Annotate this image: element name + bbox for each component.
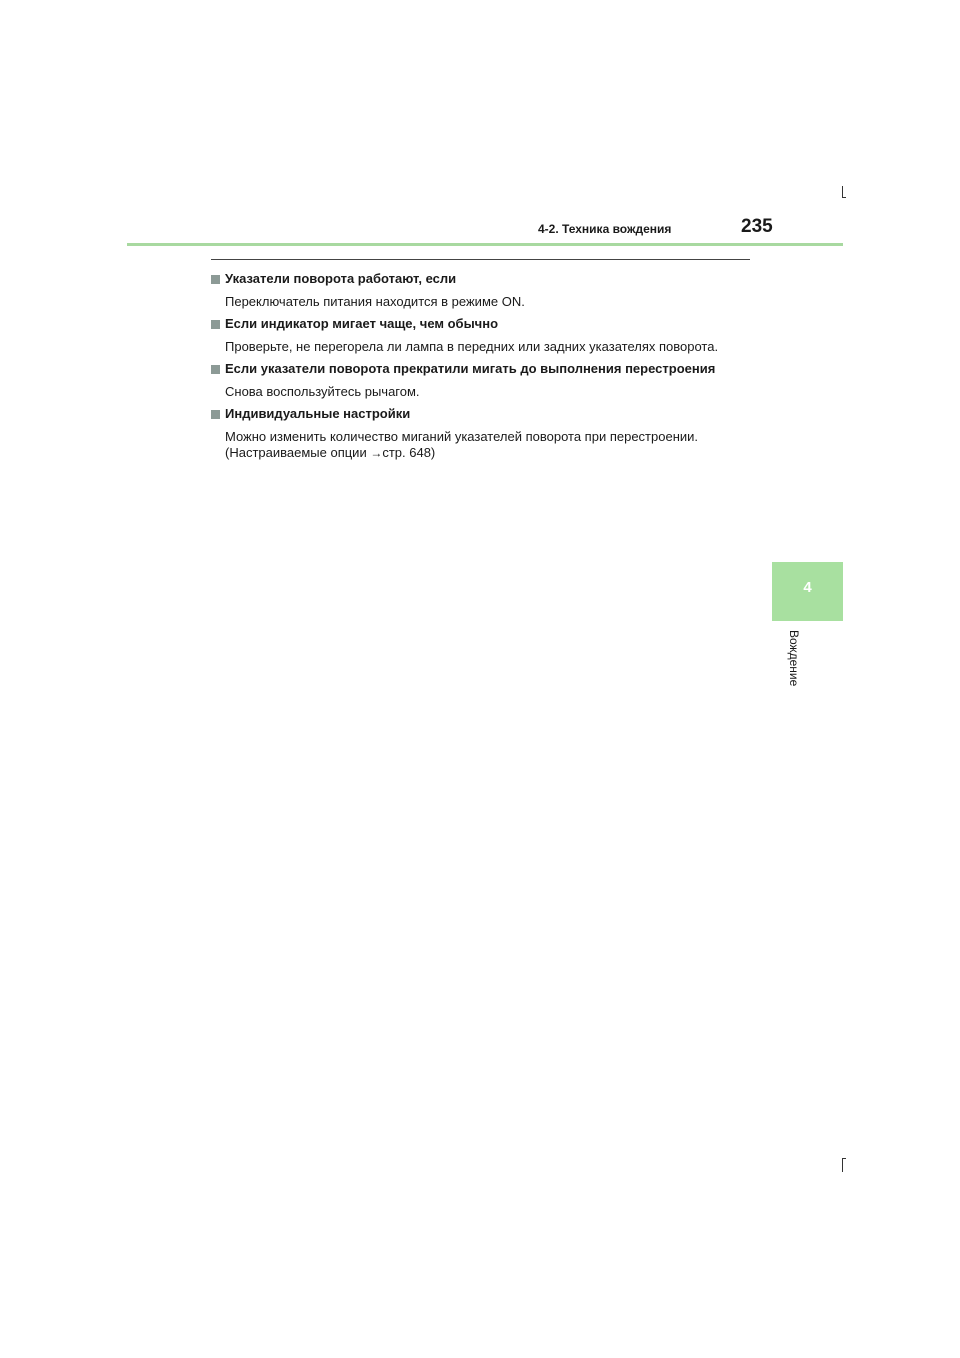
note-body-line: Снова воспользуйтесь рычагом. [225, 384, 420, 399]
content-divider [211, 259, 750, 260]
notes-list [211, 270, 771, 466]
note-heading-text: Индивидуальные настройки [225, 406, 411, 421]
note-body-line: Можно изменить количество миганий указателей поворота при перестроении. [225, 429, 699, 444]
square-bullet-icon [211, 410, 220, 419]
note-body [211, 339, 771, 355]
reference-page: стр. 648) [382, 445, 436, 460]
section-title: 4-2. Техника вождения [538, 222, 672, 236]
chapter-label: Вождение [787, 630, 801, 687]
chapter-tab[interactable] [772, 562, 843, 621]
page-reference[interactable] [225, 445, 771, 461]
crop-mark-bottom-tick [842, 1158, 846, 1159]
crop-mark-bottom [842, 1158, 843, 1172]
header-divider [127, 243, 843, 246]
square-bullet-icon [211, 275, 220, 284]
arrow-right-icon: → [370, 446, 383, 460]
note-heading-text: Если индикатор мигает чаще, чем обычно [225, 316, 499, 331]
note-heading [211, 270, 771, 288]
square-bullet-icon [211, 365, 220, 374]
note-heading [211, 315, 771, 333]
note-heading [211, 360, 771, 378]
note-item [211, 315, 771, 355]
reference-prefix: (Настраиваемые опции [225, 445, 371, 460]
page-number: 235 [741, 216, 773, 237]
note-heading-text: Если указатели поворота прекратили мигать до выполнения перестроения [225, 361, 716, 376]
note-body [211, 294, 771, 310]
note-item [211, 360, 771, 400]
note-body [211, 429, 771, 461]
note-item [211, 270, 771, 310]
note-item [211, 405, 771, 461]
square-bullet-icon [211, 320, 220, 329]
chapter-number: 4 [803, 579, 812, 596]
note-body-line: Переключатель питания находится в режиме ON. [225, 294, 525, 309]
note-heading-text: Указатели поворота работают, если [225, 271, 457, 286]
note-body [211, 384, 771, 400]
note-heading [211, 405, 771, 423]
crop-mark-top-tick [842, 197, 846, 198]
note-body-line: Проверьте, не перегорела ли лампа в передних или задних указателях поворота. [225, 339, 719, 354]
